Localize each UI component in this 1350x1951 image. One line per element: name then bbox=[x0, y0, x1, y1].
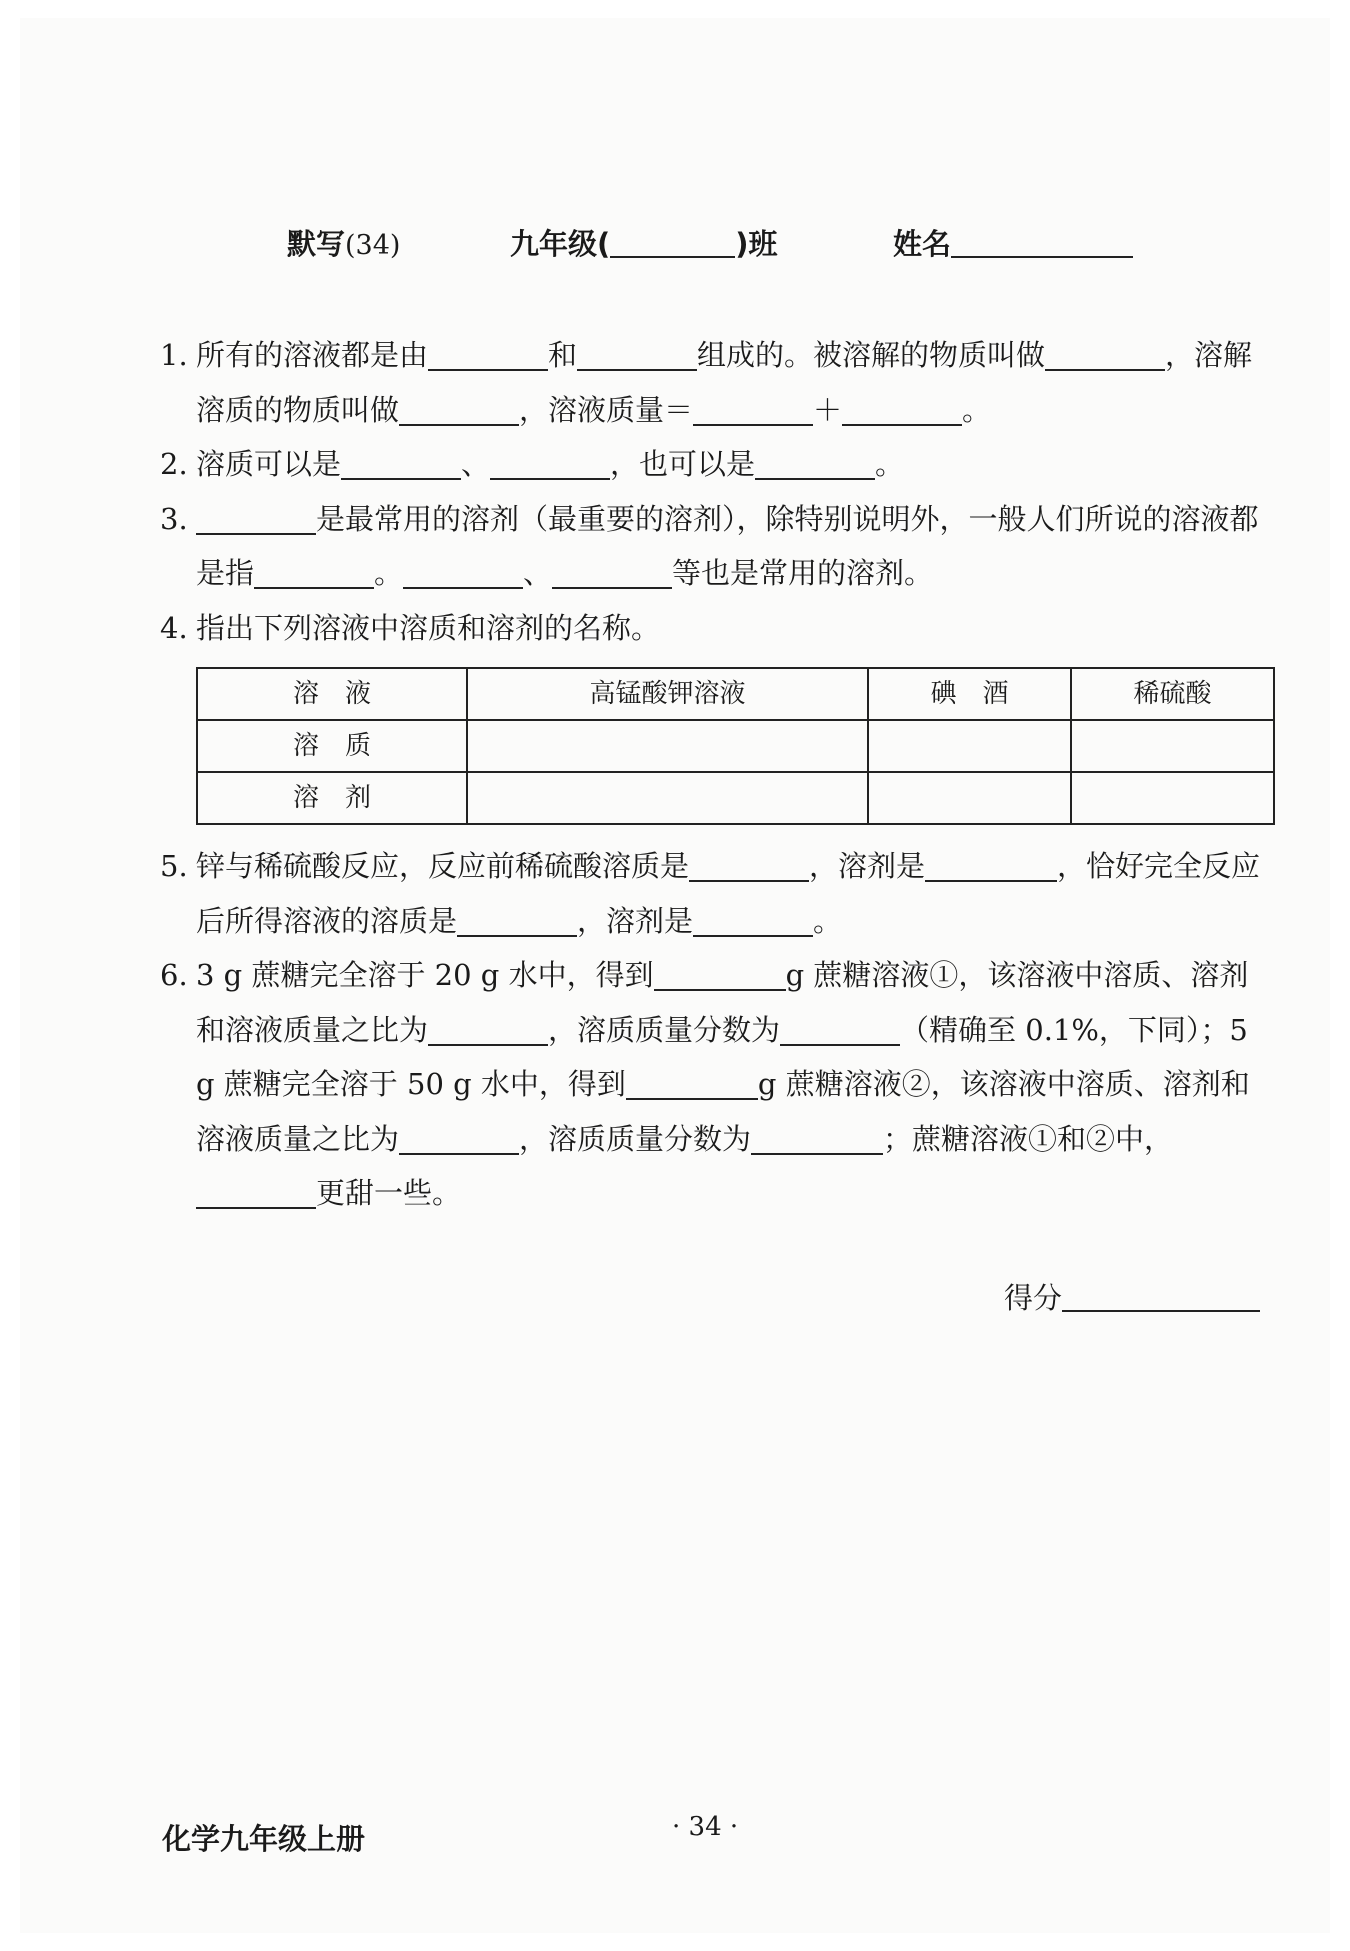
row-label: 溶 剂 bbox=[197, 772, 467, 824]
class-blank[interactable] bbox=[610, 227, 735, 258]
answer-blank[interactable] bbox=[196, 503, 316, 535]
answer-blank[interactable] bbox=[341, 448, 461, 480]
question-number: 6. bbox=[160, 958, 188, 992]
answer-blank[interactable] bbox=[577, 339, 697, 371]
name-field: 姓名 bbox=[893, 222, 1133, 263]
question-1: 1. 所有的溶液都是由 和 组成的。被溶解的物质叫做 ，溶解溶质的物质叫做 ，溶液质量＝ ＋ 。 bbox=[160, 328, 1275, 437]
question-3: 3. 是最常用的溶剂（最重要的溶剂），除特别说明外，一般人们所说的溶液都是指 。 、 等也是常用的溶剂。 bbox=[160, 492, 1275, 601]
worksheet-header bbox=[0, 222, 1350, 272]
answer-blank[interactable] bbox=[196, 1177, 316, 1209]
table-header-row bbox=[197, 668, 1274, 720]
table-header-cell: 碘 酒 bbox=[868, 668, 1071, 720]
answer-blank[interactable] bbox=[490, 448, 610, 480]
answer-blank[interactable] bbox=[626, 1068, 758, 1100]
table-row bbox=[197, 720, 1274, 772]
answer-cell[interactable] bbox=[467, 720, 868, 772]
page-number: · 34 · bbox=[672, 1812, 739, 1842]
answer-cell[interactable] bbox=[868, 772, 1071, 824]
score-field bbox=[1004, 1276, 1260, 1317]
score-label: 得分 bbox=[1004, 1281, 1063, 1315]
answer-cell[interactable] bbox=[1071, 720, 1274, 772]
answer-cell[interactable] bbox=[1071, 772, 1274, 824]
question-5: 5. 锌与稀硫酸反应，反应前稀硫酸溶质是 ，溶剂是 ，恰好完全反应后所得溶液的溶质是 ，溶剂是 。 bbox=[160, 839, 1275, 948]
question-number: 5. bbox=[160, 849, 188, 883]
class-field: 九年级( )班 bbox=[510, 227, 778, 261]
answer-blank[interactable] bbox=[1045, 339, 1165, 371]
table-header-cell: 高锰酸钾溶液 bbox=[467, 668, 868, 720]
answer-blank[interactable] bbox=[457, 905, 577, 937]
question-number: 1. bbox=[160, 338, 188, 372]
book-title: 化学九年级上册 bbox=[162, 1822, 366, 1856]
question-4: 4. 指出下列溶液中溶质和溶剂的名称。 bbox=[160, 601, 1275, 656]
questions bbox=[160, 328, 1275, 1221]
answer-cell[interactable] bbox=[467, 772, 868, 824]
answer-blank[interactable] bbox=[654, 959, 786, 991]
answer-blank[interactable] bbox=[693, 394, 813, 426]
answer-blank[interactable] bbox=[842, 394, 962, 426]
table-row bbox=[197, 772, 1274, 824]
answer-blank[interactable] bbox=[751, 1123, 883, 1155]
answer-cell[interactable] bbox=[868, 720, 1071, 772]
question-number: 4. bbox=[160, 610, 188, 645]
solute-solvent-table bbox=[196, 667, 1275, 825]
score-blank[interactable] bbox=[1062, 1281, 1260, 1312]
answer-blank[interactable] bbox=[755, 448, 875, 480]
question-number: 2. bbox=[160, 447, 188, 481]
worksheet-title: 默写(34) bbox=[287, 227, 401, 261]
answer-blank[interactable] bbox=[693, 905, 813, 937]
answer-blank[interactable] bbox=[552, 557, 672, 589]
answer-blank[interactable] bbox=[689, 850, 809, 882]
answer-blank[interactable] bbox=[399, 394, 519, 426]
answer-blank[interactable] bbox=[399, 1123, 519, 1155]
answer-blank[interactable] bbox=[780, 1014, 900, 1046]
name-blank[interactable] bbox=[951, 227, 1133, 258]
table-header-cell: 溶 液 bbox=[197, 668, 467, 720]
answer-blank[interactable] bbox=[428, 1014, 548, 1046]
question-2: 2. 溶质可以是 、 ，也可以是 。 bbox=[160, 437, 1275, 492]
answer-blank[interactable] bbox=[925, 850, 1057, 882]
table-header-cell: 稀硫酸 bbox=[1071, 668, 1274, 720]
answer-blank[interactable] bbox=[428, 339, 548, 371]
answer-blank[interactable] bbox=[254, 557, 374, 589]
question-number: 3. bbox=[160, 501, 188, 536]
answer-blank[interactable] bbox=[403, 557, 523, 589]
row-label: 溶 质 bbox=[197, 720, 467, 772]
question-6: 6. 3 g 蔗糖完全溶于 20 g 水中，得到 g 蔗糖溶液①，该溶液中溶质、溶剂和溶液质量之比为 ，溶质质量分数为 （精确至 0.1%，下同）；5 g 蔗糖完全溶于 50 g 水中，得到 g 蔗糖溶液②，该溶液中溶质、溶剂和溶液质量之比为 ，溶质质量分数为 ；蔗糖溶液①和②中，更甜一些。 bbox=[160, 948, 1275, 1221]
